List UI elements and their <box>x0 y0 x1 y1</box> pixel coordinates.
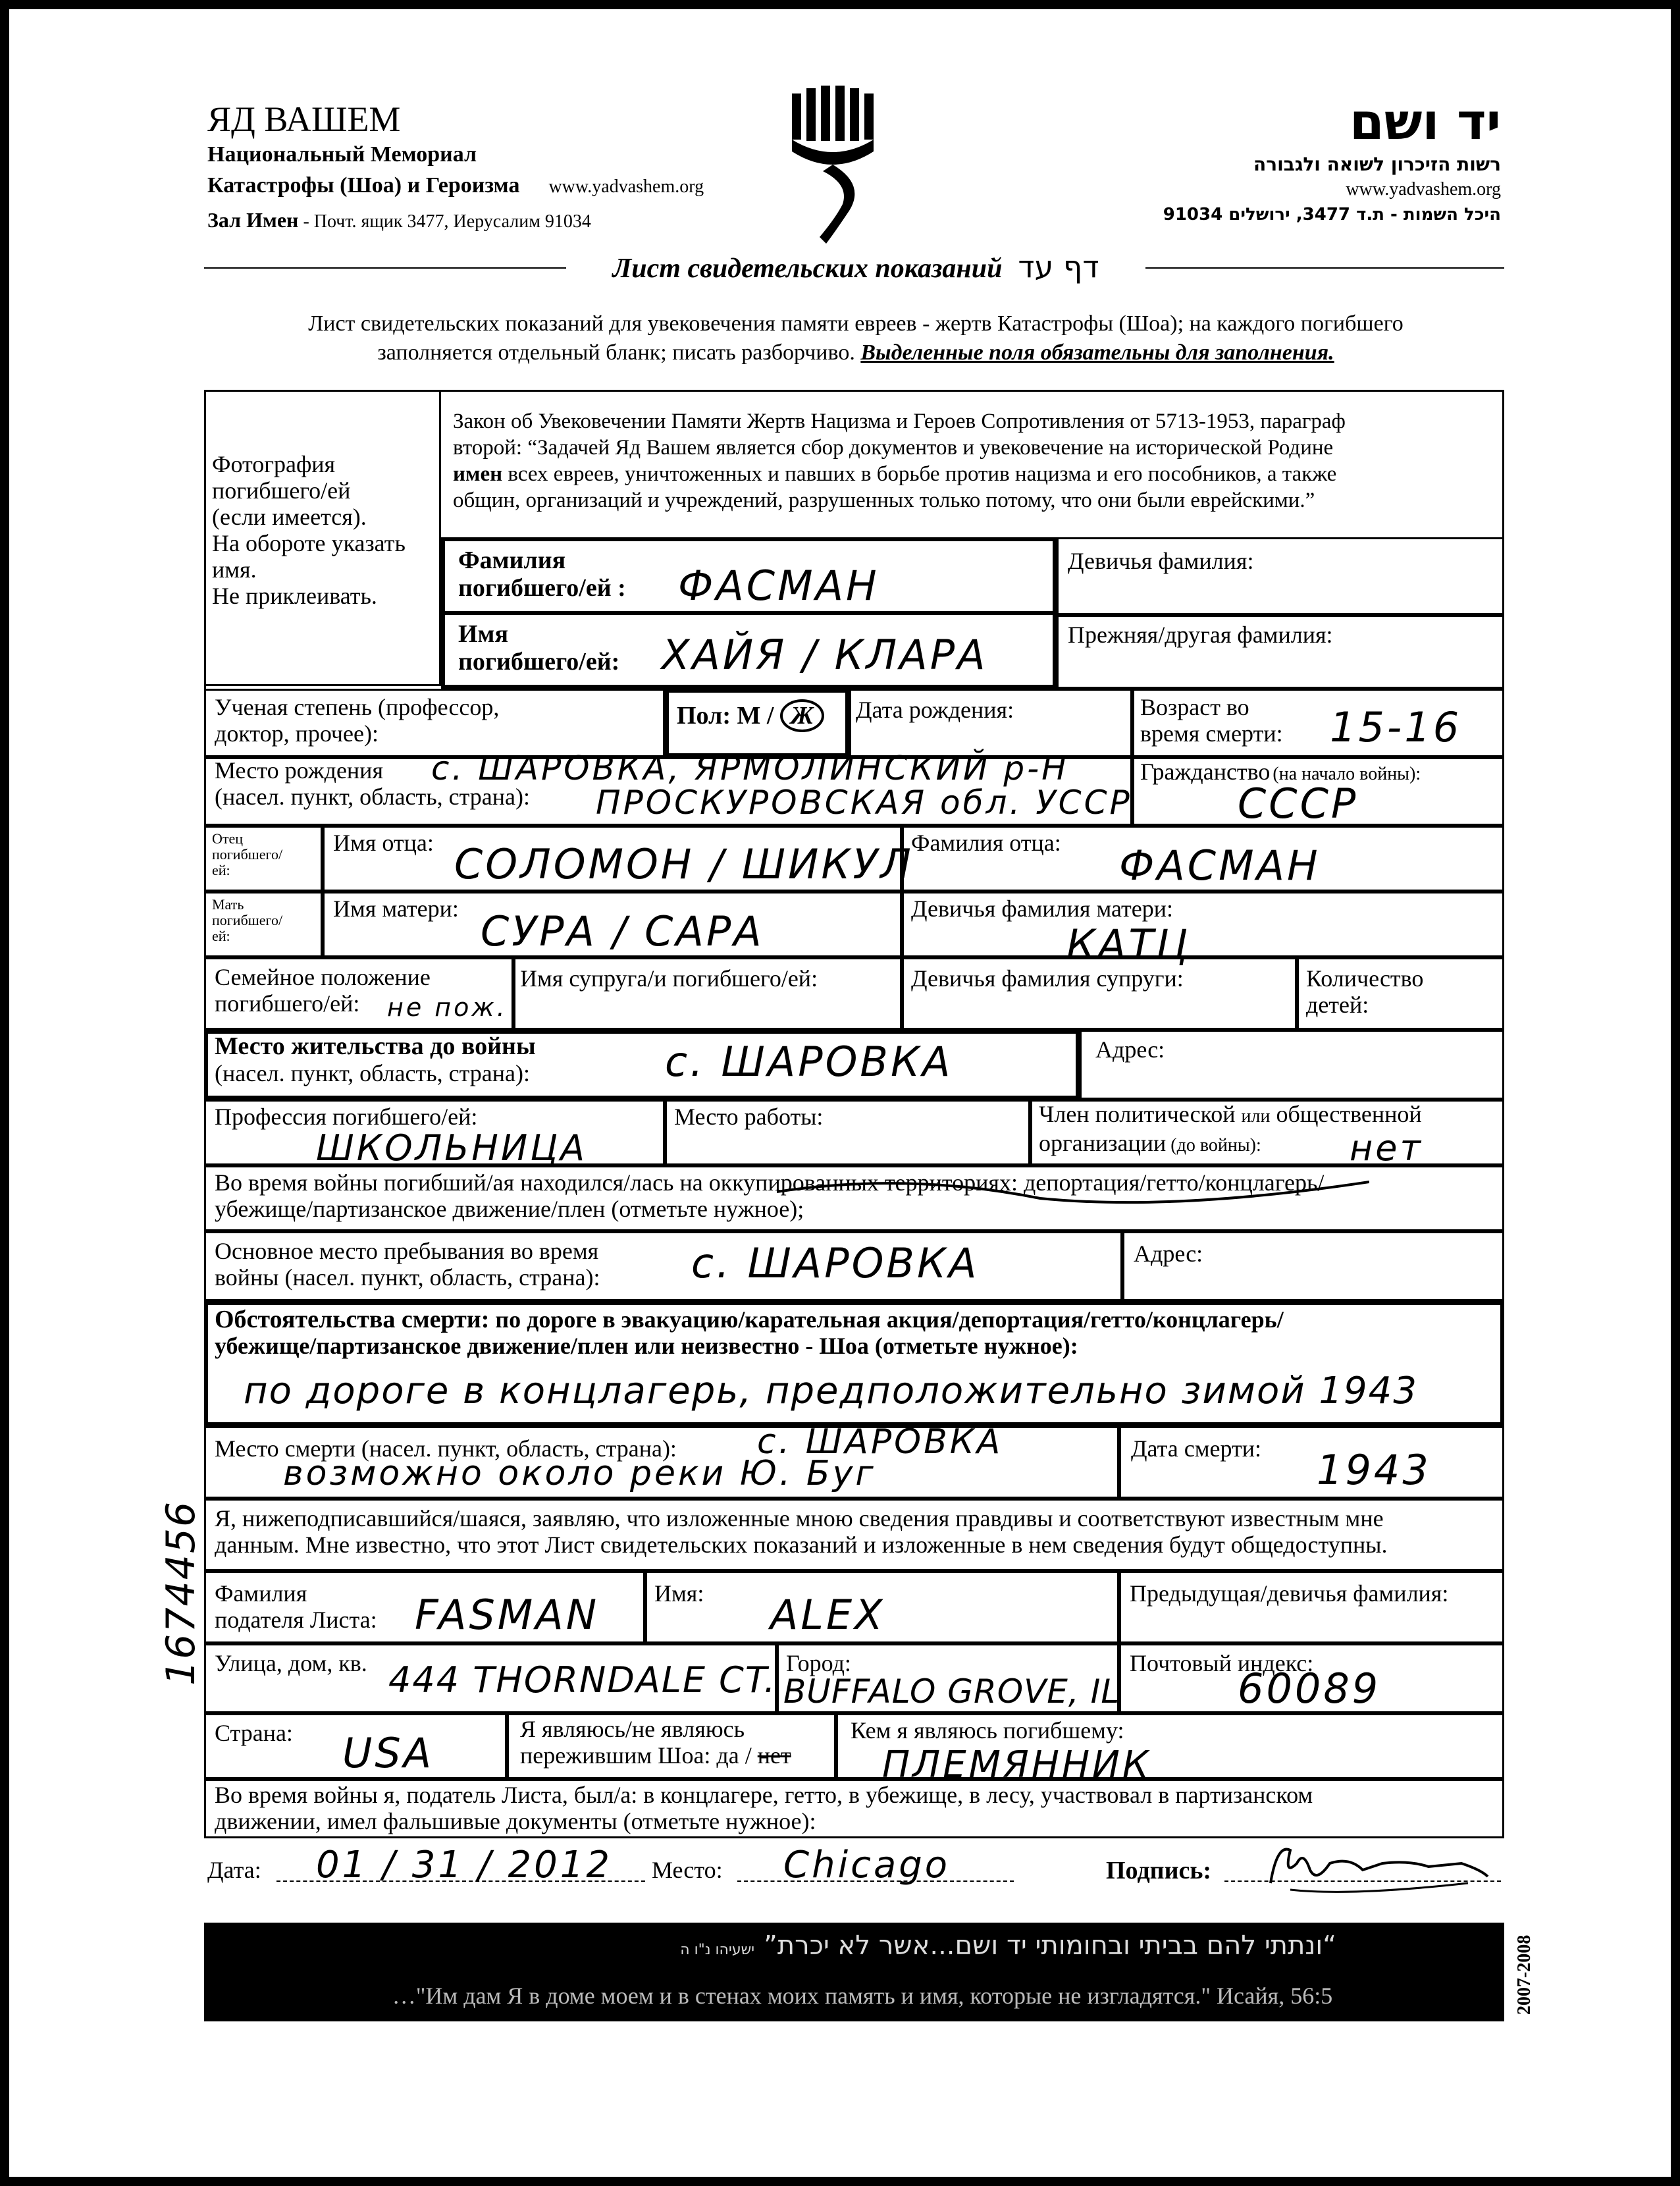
sex-label-text: Пол: М / <box>677 702 774 730</box>
mother-name-value[interactable]: СУРА / САРА <box>481 907 764 955</box>
surname-l2: погибшего/ей : <box>458 574 626 602</box>
signature-scribble[interactable] <box>1251 1837 1494 1903</box>
mother-maiden-value[interactable]: КАТЦ <box>1066 920 1191 969</box>
intro-required: Выделенные поля обязательны для заполнения. <box>860 340 1334 365</box>
birthplace-l1: Место рождения <box>215 757 384 784</box>
intro-text <box>204 309 1508 367</box>
form-title-he: דף עד <box>1018 249 1099 284</box>
wartime-place-label <box>215 1238 600 1291</box>
org-url-right: www.yadvashem.org <box>1346 179 1501 200</box>
citizenship-l1: Гражданство <box>1140 759 1271 785</box>
member-l1-row <box>1039 1101 1422 1130</box>
death-circ-l2-row <box>215 1333 1284 1359</box>
date-label: Дата: <box>207 1857 261 1883</box>
birthplace-value1[interactable]: с. ШАРОВКА, ЯРМОЛИНСКИЙ р-Н <box>431 749 1069 787</box>
marital-value[interactable]: не пож. <box>387 993 508 1022</box>
photo-l6: Не приклеивать. <box>212 583 377 609</box>
submitter-name-label: Имя: <box>654 1580 704 1607</box>
sex-label <box>677 699 824 732</box>
firstname-label <box>458 620 619 676</box>
header-left <box>207 99 800 239</box>
citizenship-note: (на начало войны): <box>1273 764 1421 784</box>
org-line3: - Почт. ящик 3477, Иерусалим 91034 <box>298 211 591 232</box>
war-status-l1: Во время войны погибший/ая находился/лась на оккупированных территориях: депортация/гетто/концлагерь/ <box>215 1169 1325 1196</box>
sex-female-circled[interactable]: Ж <box>780 699 824 732</box>
death-date-label: Дата смерти: <box>1131 1435 1262 1462</box>
member-l1a: Член политической <box>1039 1101 1242 1127</box>
firstname-value[interactable]: ХАЙЯ / КЛАРА <box>662 631 988 679</box>
degree-l2: доктор, прочее): <box>215 720 379 747</box>
citizenship-value[interactable]: СССР <box>1238 780 1359 828</box>
law-l3-row <box>453 461 1500 487</box>
address-label: Адрес: <box>1095 1036 1165 1063</box>
city-label: Город: <box>786 1650 851 1676</box>
prev-name-label: Прежняя/другая фамилия: <box>1068 622 1333 648</box>
place-label: Место: <box>652 1857 723 1883</box>
member-l2s: (до войны): <box>1166 1135 1261 1156</box>
member-l1b: или <box>1241 1106 1271 1127</box>
form-title <box>573 249 1139 284</box>
mother-side-l2: погибшего/ <box>212 912 283 928</box>
street-label: Улица, дом, кв. <box>215 1650 367 1676</box>
marital-l1: Семейное положение <box>215 964 431 990</box>
age-value[interactable]: 15-16 <box>1330 703 1462 751</box>
photo-l2: погибшего/ей <box>212 477 351 504</box>
father-side-l1: Отец <box>212 830 244 847</box>
law-l2: второй: “Задачей Яд Вашем является сбор документов и увековечение на исторической Родине <box>453 436 1334 460</box>
residence-l2: (насел. пункт, область, страна): <box>215 1060 531 1086</box>
surname-value[interactable]: ФАСМАН <box>678 562 879 610</box>
birthplace-value2[interactable]: ПРОСКУРОВСКАЯ обл. УССР <box>596 784 1132 822</box>
survivor-l2: пережившим Шоа: да / <box>520 1742 752 1769</box>
death-place-value2[interactable]: возможно около реки Ю. Буг <box>283 1454 876 1493</box>
member-value[interactable]: нет <box>1350 1127 1423 1169</box>
member-l2: организации <box>1039 1130 1167 1156</box>
wartime-address-label: Адрес: <box>1134 1240 1203 1267</box>
intro-line2-row <box>204 338 1508 367</box>
father-surname-value[interactable]: ФАСМАН <box>1119 841 1321 890</box>
law-l3: всех евреев, уничтоженных и павших в борьбе против нацизма и его пособников, а также <box>502 462 1337 486</box>
photo-l3: (если имеется). <box>212 504 367 530</box>
firstname-l2: погибшего/ей: <box>458 648 620 676</box>
age-l1: Возраст во <box>1140 694 1249 720</box>
wartime-l2: войны (насел. пункт, область, страна): <box>215 1264 600 1291</box>
side-year: 2007-2008 <box>1514 1934 1535 2015</box>
org-title-he: יד ושם <box>1349 92 1501 151</box>
photo-l4: На обороте указать <box>212 530 406 556</box>
survivor-l2-row <box>520 1742 791 1769</box>
zip-label: Почтовый индекс: <box>1130 1650 1314 1676</box>
age-l2: время смерти: <box>1140 720 1283 747</box>
strikethrough-mark <box>777 1165 1369 1212</box>
degree-l1: Ученая степень (профессор, <box>215 694 500 720</box>
marital-l2: погибшего/ей: <box>215 990 360 1017</box>
children-l1: Количество <box>1306 965 1424 992</box>
during-war-l2: движении, имел фальшивые документы (отметьте нужное): <box>215 1808 816 1834</box>
death-circ-l1a: Обстоятельства смерти: <box>215 1306 490 1333</box>
date-value[interactable]: 01 / 31 / 2012 <box>316 1844 612 1886</box>
survivor-label <box>520 1716 791 1769</box>
residence-l1: Место жительства до войны <box>215 1032 536 1060</box>
law-text <box>453 408 1500 514</box>
org-he-line2: היכל השמות - ת.ד 3477, ירושלים 91034 <box>1163 205 1501 225</box>
war-status-l2: убежище/партизанское движение/плен (отметьте нужное); <box>215 1196 804 1222</box>
country-label: Страна: <box>215 1720 293 1746</box>
survivor-no-marked[interactable]: нет <box>757 1742 791 1769</box>
sub-sur-l1: Фамилия <box>215 1580 307 1607</box>
place-value[interactable]: Chicago <box>783 1844 951 1886</box>
org-line3-bold: Зал Имен <box>207 208 299 232</box>
org-url-left: www.yadvashem.org <box>548 176 704 197</box>
country-value[interactable]: USA <box>342 1729 434 1777</box>
side-record-number: 1674456 <box>158 1500 204 1686</box>
residence-value[interactable]: с. ШАРОВКА <box>665 1038 953 1086</box>
submitter-surname-label <box>215 1580 377 1633</box>
survivor-l1: Я являюсь/не являюсь <box>520 1716 745 1742</box>
org-he-line1: רשות הזיכרון לשואה ולגבורה <box>1253 153 1501 175</box>
signature-label: Подпись: <box>1106 1857 1212 1884</box>
yad-vashem-logo <box>787 86 885 250</box>
photo-instructions <box>212 451 436 609</box>
death-date-value[interactable]: 1943 <box>1317 1446 1431 1494</box>
mother-maiden-label: Девичья фамилия матери: <box>911 895 1174 922</box>
during-war-l1: Во время войны я, податель Листа, был/а: в концлагере, гетто, в убежище, в лесу, участвовал в партизанском <box>215 1782 1313 1808</box>
death-circ-l1b: по дороге в эвакуацию/карательная акция/депортация/гетто/концлагерь/ <box>489 1306 1284 1333</box>
profession-label: Профессия погибшего/ей: <box>215 1104 478 1130</box>
photo-l1: Фотография <box>212 451 336 477</box>
spouse-maiden-label: Девичья фамилия супруги: <box>911 965 1184 992</box>
father-surname-label: Фамилия отца: <box>911 830 1061 856</box>
org-title-ru: ЯД ВАШЕМ <box>207 99 401 139</box>
sub-sur-l2: подателя Листа: <box>215 1607 377 1633</box>
intro-line1: Лист свидетельских показаний для увековечения памяти евреев - жертв Катастрофы (Шоа); на каждого погибшего <box>308 311 1404 336</box>
city-value[interactable]: BUFFALO GROVE, IL <box>783 1672 1120 1711</box>
form-title-ru: Лист свидетельских показаний <box>612 253 1003 284</box>
mother-side-label <box>212 897 282 944</box>
father-side-l3: ей: <box>212 862 230 878</box>
law-l1: Закон об Увековечении Памяти Жертв Нацизма и Героев Сопротивления от 5713-1953, параграф <box>453 410 1346 433</box>
declaration-l2: данным. Мне известно, что этот Лист свидетельских показаний и изложенные в нем сведения будут общедоступны. <box>215 1532 1388 1558</box>
org-line2-row <box>207 170 800 205</box>
father-side-label <box>212 831 282 878</box>
surname-l1: Фамилия <box>458 546 566 574</box>
residence-label <box>215 1032 536 1086</box>
org-line2: Катастрофы (Шоа) и Героизма <box>207 173 520 198</box>
father-name-value[interactable]: СОЛОМОН / ШИКУЛ <box>454 840 914 888</box>
member-l1c: общественной <box>1270 1101 1422 1127</box>
law-l4: общин, организаций и учреждений, разрушенных только потому, что они были еврейскими.” <box>453 489 1315 512</box>
mother-side-l3: ей: <box>212 928 230 944</box>
profession-value[interactable]: ШКОЛЬНИЦА <box>316 1127 588 1169</box>
submitter-name-value[interactable]: ALEX <box>770 1591 885 1639</box>
death-place-value1[interactable]: с. ШАРОВКА <box>757 1422 1003 1462</box>
mother-side-l1: Мать <box>212 896 244 913</box>
firstname-l1: Имя <box>458 620 508 648</box>
submitter-prev-label: Предыдущая/девичья фамилия: <box>1130 1580 1449 1607</box>
wartime-place-value[interactable]: с. ШАРОВКА <box>691 1239 980 1287</box>
street-value[interactable]: 444 THORNDALE CT. <box>388 1659 777 1701</box>
workplace-label: Место работы: <box>674 1104 824 1130</box>
mother-name-label: Имя матери: <box>333 895 459 922</box>
header-right <box>1119 92 1501 228</box>
degree-label <box>215 694 499 747</box>
father-name-label: Имя отца: <box>333 830 434 856</box>
father-side-l2: погибшего/ <box>212 846 283 863</box>
death-circ-l2: убежище/партизанское движение/плен или неизвестно - Шоа (отметьте нужное): <box>215 1333 1078 1359</box>
law-l3-bold: имен <box>453 462 503 486</box>
death-place-label: Место смерти (насел. пункт, область, страна): <box>215 1435 677 1462</box>
children-label <box>1306 965 1423 1018</box>
maiden-label: Девичья фамилия: <box>1068 548 1254 574</box>
death-circumstances-label <box>215 1306 1284 1359</box>
death-circ-l1-row <box>215 1306 1284 1333</box>
death-circumstances-value[interactable]: по дороге в концлагерь, предположительно зимой 1943 <box>244 1370 1418 1412</box>
relation-value[interactable]: ПЛЕМЯННИК <box>882 1744 1151 1786</box>
org-line1: Национальный Мемориал <box>207 142 477 167</box>
dob-label: Дата рождения: <box>856 697 1014 723</box>
photo-l5: имя. <box>212 556 257 583</box>
org-line3-row <box>207 205 800 239</box>
age-label <box>1140 694 1283 747</box>
submitter-surname-value[interactable]: FASMAN <box>415 1591 600 1639</box>
relation-label: Кем я являюсь погибшему: <box>851 1717 1124 1744</box>
declaration-text <box>215 1505 1387 1558</box>
surname-label <box>458 546 626 602</box>
footer-he-quote: “ונתתי להם בביתי ובחומותי יד ושם...אשר לא יכרת” <box>764 1931 1336 1961</box>
during-war-label <box>215 1782 1313 1834</box>
footer-he-ref: ישעיהו נ"ו ה <box>680 1942 755 1958</box>
children-l2: детей: <box>1306 992 1369 1018</box>
birthplace-l2: (насел. пункт, область, страна): <box>215 784 531 810</box>
zip-value[interactable]: 60089 <box>1238 1665 1381 1713</box>
declaration-l1: Я, нижеподписавшийся/шаяся, заявляю, что изложенные мною сведения правдивы и соответствуют известным мне <box>215 1505 1384 1532</box>
intro-line2: заполняется отдельный бланк; писать разборчиво. <box>377 340 861 365</box>
footer-ru-quote: …"Им дам Я в доме моем и в стенах моих память и имя, которые не изгладятся." Исайя, 56:5 <box>392 1983 1333 2009</box>
spouse-name-label: Имя супруга/и погибшего/ей: <box>520 965 818 992</box>
wartime-l1: Основное место пребывания во время <box>215 1238 599 1264</box>
footer-he-row <box>217 1931 1336 1961</box>
